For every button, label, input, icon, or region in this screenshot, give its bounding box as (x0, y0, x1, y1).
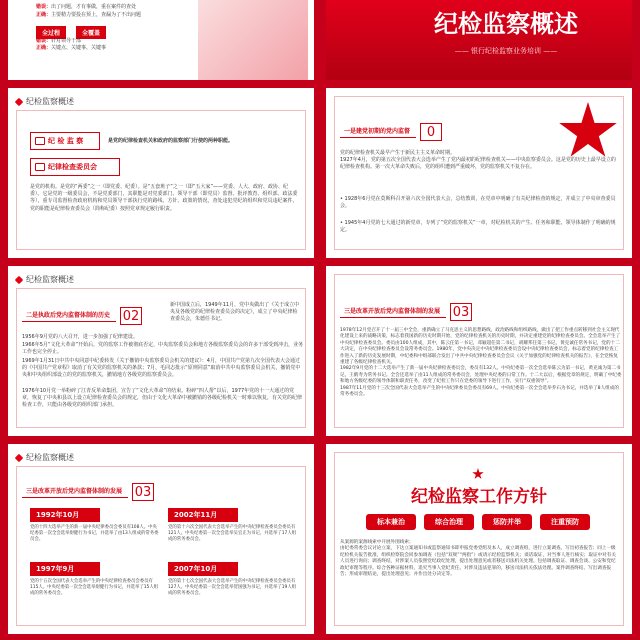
section-bar: 三是改革开放后党内监督体制的发展 03 (22, 484, 154, 500)
folder-icon (35, 163, 45, 171)
tl-item-1: 正确：主要精力要投在预上，查漏为了不出问题 (36, 12, 142, 18)
early-intro: 党的纪律检查机关最早产生于新民主主义革命时期。 1927年4月，党的第五次全国代表大会选举产生了党内最初的纪律检查机关——中央监察委员会。这是党的历史上最早设立的纪律检查机构。第一次大革命失败后，党的组织遭到严重破坏，党的监察机关不复存在。 (340, 150, 616, 171)
slide-title (326, 0, 632, 80)
tl-item-0: 错误：出了问题，才有事做，重在案件的查处 (36, 4, 137, 10)
tl-note-0: 错误：针对领导干部 (36, 38, 82, 44)
after-ruling-item-2: 1969年1月31日中共中央同意中纪委转发《关于撤销中央监察委员会机关的建议》：4月，中国共产党第九次全国代表大会通过的《中国共产党章程》取消了有关党的监察机关的条款；7月，毛同志批示“原则同意”取消中共中央监察委员会机关，撤销党中央和中央组织部设立的党的监察机关，撤销地方各级党的监察委员会。 (22, 358, 301, 379)
policy-title: 纪检监察工作方针 (411, 487, 547, 507)
pill-2: 惩防并举 (482, 514, 532, 530)
slide-after-ruling (8, 266, 314, 436)
slide-header: 纪检监察概述 (16, 96, 74, 107)
content-frame (334, 452, 624, 626)
pill-1: 综合治理 (424, 514, 474, 530)
tag-full-coverage: 全覆盖 (76, 26, 106, 39)
pill-3: 注重预防 (540, 514, 590, 530)
diamond-icon (15, 453, 23, 461)
section-number: 0 (420, 123, 442, 141)
after-ruling-item-1: 1966年5月“文化大革命”开始后，党的监察工作被彻底否定，中央监察委员会和地方各级监察委员会的许多干部受到冲击，业务工作也完全停止。 (22, 342, 304, 356)
section-bar: 三是改革开放后党内监督体制的发展 03 (340, 304, 472, 320)
reform-body: 1978年12月党召开了十一届三中全会，重新确立了马克思主义的思想路线，政治路线和组织路线，做出了把工作重点转移到社会主义现代化建设上来的战略决策，标志着我国新的历史时期开始，党的纪律检查机关的历史时期，并决定重建党的纪律检查委员会。全会选举产生了中央纪律检查委员会。委员由100人组成，其中，陈云任第一书记，邓颖超任第二书记，胡耀邦任第三书记，黄克诚任常务书记，党的十二大决定，在中央纪律检查委员会设常务委员会。1980年，党中央决定中央纪律检查委员会设中央纪律检查委员会，标志着党的纪律检查工作进入了新的历史发展时期，中纪委和中组部联合发出了中共中央纪律检查委员会会议《关于加强党的纪律检查机关的报告》，在全党恢复重建了各级纪律检查机关。 1982年9月党的十二大选举产生了新一届中央纪律检查委员会，委员有132人。中央纪委第一次全会选举陈云为第一书记，黄克诚为第二书记，王鹤寿为常务书记。全会还选举了由11人组成的常务委员会，处理中央纪委的日常工作。十二大以后，根据党章的规定，明确了中纪委和地方各级纪委的领导体制和职责任务，改变了纪检工作只在党委的领导下进行工作，实行“双重领导”。 1987年11月党的十三次全国代表大会选举产生的中央纪律委员会委员有69人。中央纪委第一次全会选举乔石为书记，并选举了8人组成的常务委员会。 (340, 328, 622, 398)
badge-jijian-desc: 是党的纪律检查机关和政府的监察部门行使的两种职能。 (108, 138, 234, 144)
after-ruling-side: 新中国成立后，1949年11月，党中央做出了《关于成立中央及各级党的纪律检查委员会的决定》，成立了中央纪律检查委员会，朱德任书记。 (170, 302, 300, 323)
timeline-card-2: 1997年9月 党的十五次全国代表大会选举产生的中央纪律检查委员会委员有115人。中央纪委第一次全会选举尉健行为书记，并选举了15人组成的常务委员会。 (30, 562, 160, 614)
slide-overview (8, 88, 314, 258)
section-number: 02 (120, 307, 142, 325)
slide-top-left (8, 0, 314, 80)
slide-header: 纪检监察概述 (16, 274, 74, 285)
diamond-icon (15, 275, 23, 283)
page-title: 纪检监察概述 (434, 9, 578, 38)
section-number: 03 (132, 483, 154, 501)
slide-timeline (8, 444, 314, 634)
timeline-card-1: 2002年11月 党的第十六次全国代表大会选举产生的中央纪律检查委员会委员有121人。中央纪委第一次全会选举吴官正为书记，并选举了17人组成的常务委员会。 (168, 508, 298, 560)
policy-body: 从案源的案源线索中开展外围线索； 由纪委常委会议讨论立案，下达立案通知书或监察通知书即申报党委党组及本人，成立调查组，进行立案调查。写出初查报告；同上一级纪检机关报告批准，组织检察院会同参加调查（包括“双规”“两指”）或请示纪检监察机关；谈话取证，对当事人进行核实；取证中对有关人员进行询问；调查终结，对涉案人员依照党纪政纪处理，提出处理意见或者移送司法机关处理。包括调查取证、调查会谈、公安和党纪政纪审理等程序。综合各种证据材料，追究当事人党纪责任。对涉及违法犯罪的，移送司法机关依法处理。案件调查终结、写出调查报告；形成审理结论，提出处理意见；并作出处分决定等。 (340, 540, 616, 578)
early-bullet-0: • 1928年6月党在莫斯科召开第六次全国代表大会，总结教训，在党章中明确了有关纪律检查的规定，并成立了中央审查委员会。 (340, 196, 616, 210)
section-bar: 一是建党初期的党内监督 0 (340, 124, 442, 140)
timeline-card-0: 1992年10月 党的十四大选举产生的新一届中央纪律委员会委员有108人。中央纪委第一次全会选举尉健行为书记，并选举了由13人组成的常务委员会。 (30, 508, 160, 560)
slide-early-party (326, 88, 632, 258)
tag-full-process: 全过程 (36, 26, 66, 39)
badge-jijian: 纪 检 监 察 (30, 132, 100, 150)
after-ruling-item-3: 1976年10月党一举粉碎了江青反革命集团，宣告了“文化大革命”的结束。粉碎“四人帮”以后，1977年党的十一大通过的党章，恢复了中央和县以上设立纪律检查委员会的规定，但由于文化大革命中被撤销的各级纪检机关一时难以恢复，有关党的纪律检查工作，只能由各级党的组织部门承担。 (22, 388, 303, 409)
badge-jiwei: 纪律检查委员会 (30, 158, 120, 176)
page-subtitle: —— 银行纪检监察业务培训 —— (454, 47, 558, 55)
slide-header: 纪检监察概述 (16, 452, 74, 463)
tl-note-1: 正确：关键点、关键事、关键事 (36, 45, 107, 51)
timeline-card-3: 2007年10月 党的第十七次全国代表大会选举产生的中央纪律检查委员会委员有127人。中央纪委第一次全会选举贺国强为书记，并选举了19人组成的常务委员会。 (168, 562, 298, 614)
content-frame (16, 110, 306, 250)
folder-icon (35, 137, 45, 145)
pill-0: 标本兼治 (366, 514, 416, 530)
overview-body: 是党的机构。是党的“两委”之一（即党委、纪委）。是“五套班子”之一（即“五大家”——党委、人大、政府、政协、纪委）。它是党的一级委员会，不是党委部门，其职能是对党委部门、领导干部（即党员）监督、批评教育、组织部、政法委等），重专司监督检查政府机构和党员领导干部执行党的路线、方针、政策的情况，查处违犯党纪的组织和党员违纪案件，党的职能是纪律检查委员会（简称纪委）按照党章规定履行职责。 (30, 184, 298, 212)
diamond-icon (15, 97, 23, 105)
early-bullet-1: • 1945年4月党的七大通过的新党章，专列了“党的监察机关”一章，对纪检机关的产生、任务和职能、领导体制作了明确的规定。 (340, 220, 616, 234)
section-bar: 二是执政后党内监督体制的历史 02 (22, 308, 142, 324)
after-ruling-item-0: 1956年9月党的八大召开，进一步加强了纪律建设。 (22, 334, 138, 340)
section-number: 03 (450, 303, 472, 321)
slide-policy (326, 444, 632, 634)
slide-reform (326, 266, 632, 436)
